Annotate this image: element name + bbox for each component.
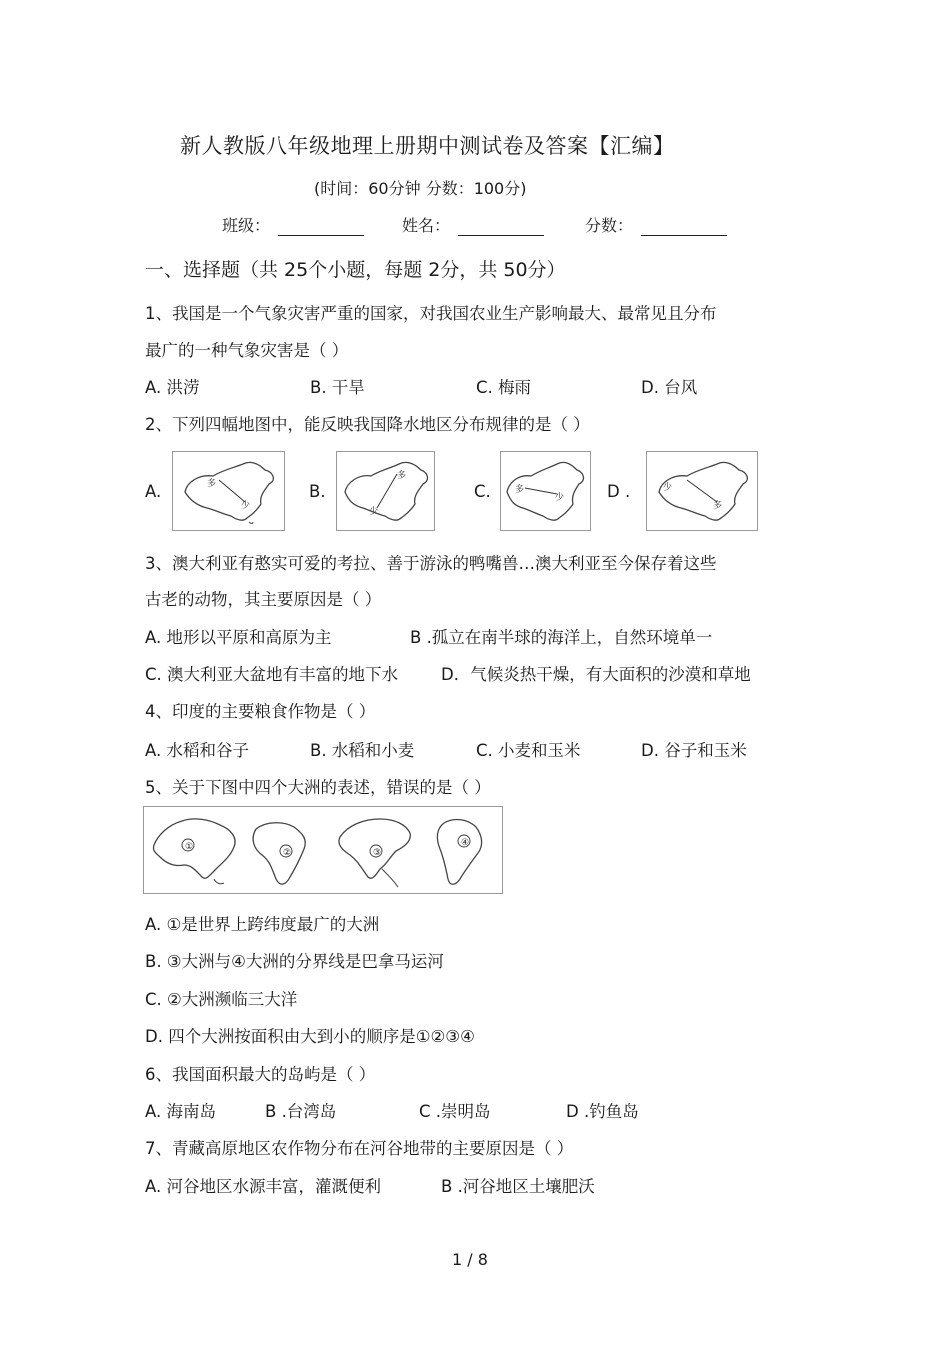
continent-4-label: ④ — [461, 838, 470, 848]
q3-option-a: A. 地形以平原和高原为主 — [145, 628, 332, 647]
q1-option-b: B. 干旱 — [310, 378, 365, 397]
continent-2-label: ② — [283, 848, 292, 858]
map-c-less: 少 — [555, 493, 565, 503]
q5-option-d: D. 四个大洲按面积由大到小的顺序是①②③④ — [145, 1027, 475, 1046]
page-title: 新人教版八年级地理上册期中测试卷及答案【汇编】 — [180, 134, 675, 158]
q4-option-c: C. 小麦和玉米 — [476, 741, 581, 760]
q2-label-c: C. — [474, 482, 491, 501]
map-c-more: 多 — [515, 485, 525, 495]
q1-option-d: D. 台风 — [641, 378, 698, 397]
china-map-d-icon — [647, 452, 757, 530]
class-label: 班级： — [222, 216, 271, 235]
continent-3-label: ③ — [373, 848, 382, 858]
china-map-c — [500, 451, 591, 531]
map-b-more: 多 — [397, 471, 407, 481]
q5-option-b: B. ③大洲与④大洲的分界线是巴拿马运河 — [145, 952, 444, 971]
q3-line1: 3、澳大利亚有憨实可爱的考拉、善于游泳的鸭嘴兽…澳大利亚至今保存着这些 — [145, 554, 717, 573]
q3-line2: 古老的动物，其主要原因是（ ） — [145, 590, 382, 609]
class-field — [222, 213, 364, 236]
q2-label-a: A. — [145, 482, 162, 501]
q5-text: 5、关于下图中四个大洲的表述，错误的是（ ） — [145, 778, 491, 797]
name-blank — [458, 217, 544, 236]
q7-option-b: B .河谷地区土壤肥沃 — [441, 1177, 595, 1196]
china-map-d — [646, 451, 758, 531]
china-map-b — [336, 451, 435, 531]
name-field — [402, 213, 544, 236]
q3-option-c: C. 澳大利亚大盆地有丰富的地下水 — [145, 665, 399, 684]
q1-option-a: A. 洪涝 — [145, 378, 200, 397]
name-label: 姓名： — [402, 216, 451, 235]
q4-option-a: A. 水稻和谷子 — [145, 741, 249, 760]
map-b-less: 少 — [369, 507, 379, 517]
map-a-more: 多 — [207, 479, 217, 489]
q1-line1: 1、我国是一个气象灾害严重的国家，对我国农业生产影响最大、最常见且分布 — [145, 304, 717, 323]
section-heading: 一、选择题（共 25个小题，每题 2分，共 50分） — [145, 259, 566, 281]
q6-option-a: A. 海南岛 — [145, 1102, 216, 1121]
q7-text: 7、青藏高原地区农作物分布在河谷地带的主要原因是（ ） — [145, 1139, 574, 1158]
q1-option-c: C. 梅雨 — [476, 378, 532, 397]
china-map-a-icon — [173, 452, 284, 530]
map-d-less: 少 — [663, 483, 673, 493]
q2-label-d: D . — [607, 482, 631, 501]
map-d-more: 多 — [713, 501, 723, 511]
china-map-c-icon — [501, 452, 590, 530]
q2-text: 2、下列四幅地图中，能反映我国降水地区分布规律的是（ ） — [145, 415, 590, 434]
q5-option-a: A. ①是世界上跨纬度最广的大洲 — [145, 915, 380, 934]
continents-icon — [144, 807, 502, 893]
score-blank — [641, 217, 727, 236]
q3-option-b: B .孤立在南半球的海洋上，自然环境单一 — [410, 628, 713, 647]
map-a-less: 少 — [241, 501, 251, 511]
continent-1-label: ① — [185, 842, 194, 852]
q1-line2: 最广的一种气象灾害是（ ） — [145, 341, 349, 360]
q4-option-b: B. 水稻和小麦 — [310, 741, 415, 760]
score-label: 分数： — [585, 216, 634, 235]
q4-text: 4、印度的主要粮食作物是（ ） — [145, 702, 376, 721]
q2-label-b: B. — [309, 482, 326, 501]
q4-option-d: D. 谷子和玉米 — [641, 741, 747, 760]
q6-text: 6、我国面积最大的岛屿是（ ） — [145, 1065, 376, 1084]
score-field — [585, 213, 727, 236]
exam-info: (时间：60分钟 分数：100分) — [314, 179, 527, 198]
page-number: 1 / 8 — [452, 1250, 488, 1269]
q7-option-a: A. 河谷地区水源丰富，灌溉便利 — [145, 1177, 381, 1196]
q6-option-c: C .崇明岛 — [419, 1102, 491, 1121]
class-blank — [278, 217, 364, 236]
q5-option-c: C. ②大洲濒临三大洋 — [145, 990, 298, 1009]
q6-option-d: D .钓鱼岛 — [566, 1102, 639, 1121]
q3-option-d: D．气候炎热干燥，有大面积的沙漠和草地 — [441, 665, 751, 684]
continents-figure — [143, 806, 503, 894]
q6-option-b: B .台湾岛 — [265, 1102, 337, 1121]
china-map-a — [172, 451, 285, 531]
china-map-b-icon — [337, 452, 434, 530]
